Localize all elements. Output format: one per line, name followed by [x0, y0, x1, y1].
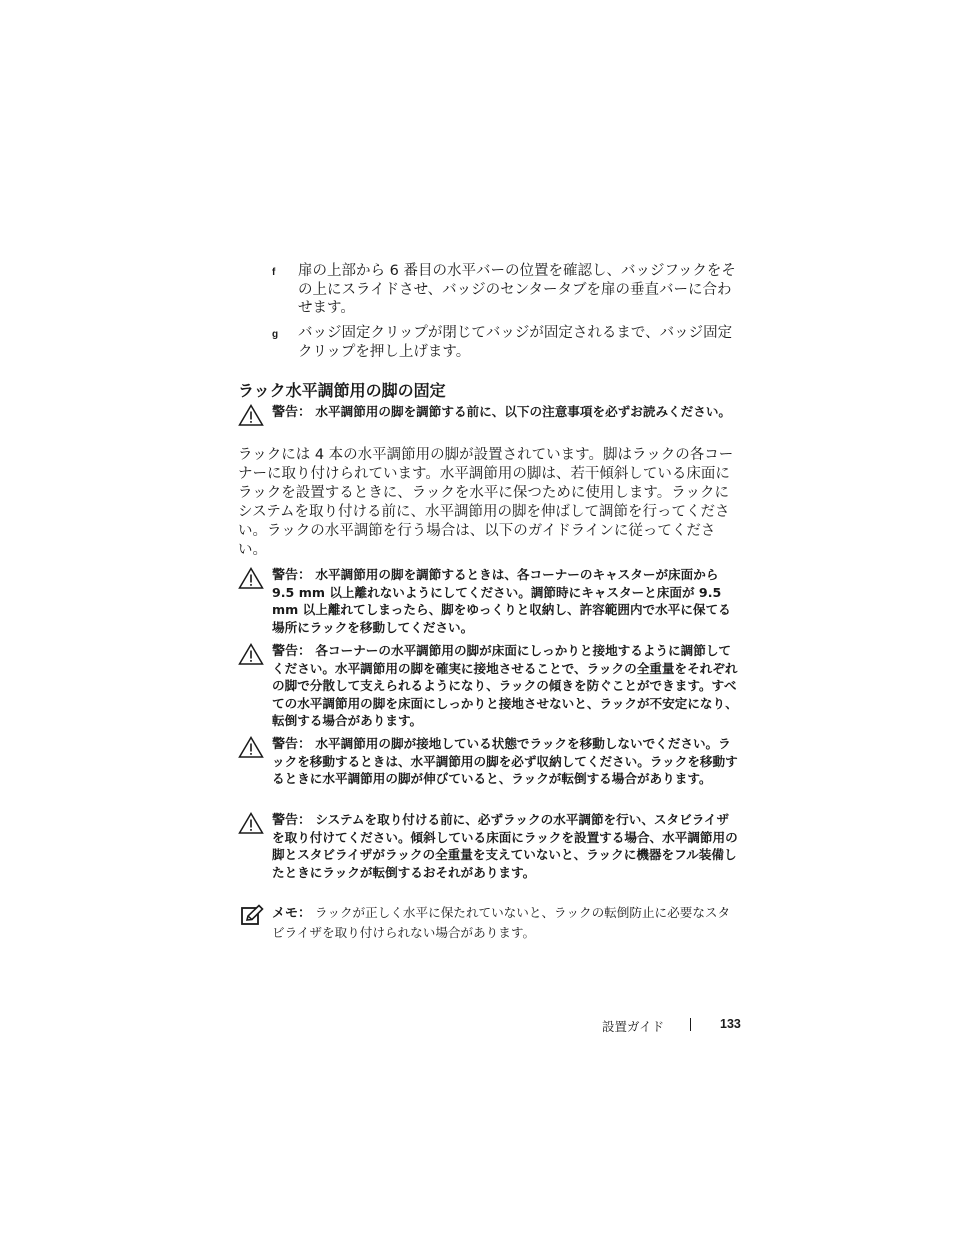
warning-label: 警告： — [272, 813, 312, 828]
footer-title: 設置ガイド — [602, 1019, 665, 1034]
warning-label: 警告： — [272, 737, 312, 752]
step-text: 扉の上部から 6 番目の水平バーの位置を確認し、バッジフックをその上にスライドさせ、バッジのセンタータブを扉の垂直バーに合わせます。 — [298, 263, 736, 316]
warning-body: システムを取り付ける前に、必ずラックの水平調節を行い、スタビライザを取り付けてください。傾斜している床面にラックを設置する場合、水平調節用の脚とスタビライザがラックの全重量を支えていないと、ラックに機器をフル装備したときにラックが転倒するおそれがあります。 — [272, 812, 738, 880]
warning-triangle-icon — [238, 643, 264, 665]
step-letter: g — [272, 329, 279, 340]
warning-triangle-icon — [238, 567, 264, 589]
warning-text — [272, 811, 738, 881]
step-letter: f — [272, 267, 276, 278]
note-label: メモ： — [272, 906, 312, 921]
warning-body: 水平調節用の脚を調節する前に、以下の注意事項を必ずお読みください。 — [315, 404, 731, 419]
warning-body: 水平調節用の脚を調節するときは、各コーナーのキャスターが床面から 9.5 mm 以上離れないようにしてください。調節時にキャスターと床面が 9.5 mm 以上離れてしまったら、脚をゆっくりと収納し、許容範囲内で水平に保てる場所にラックを移動してください。 — [272, 567, 731, 635]
note-pencil-icon — [240, 904, 264, 926]
note-text — [272, 904, 738, 942]
warning-text — [272, 735, 738, 788]
warning-text — [272, 403, 738, 421]
warning-text — [272, 566, 738, 636]
warning-body: 水平調節用の脚が接地している状態でラックを移動しないでください。ラックを移動するときは、水平調節用の脚を必ず収納してください。ラックを移動するときに水平調節用の脚が伸びていると、ラックが転倒する場合があります。 — [272, 736, 738, 787]
warning-label: 警告： — [272, 568, 312, 583]
step-text: バッジ固定クリップが閉じてバッジが固定されるまで、バッジ固定クリップを押し上げます。 — [298, 325, 733, 360]
warning-body: 各コーナーの水平調節用の脚が床面にしっかりと接地するように調節してください。水平調節用の脚を確実に接地させることで、ラックの全重量をそれぞれの脚で分散して支えられるようになり、ラックの傾きを防ぐことができます。すべての水平調節用の脚を床面にしっかりと接地させないと、ラックが不安定になり、転倒する場合があります。 — [272, 643, 738, 728]
section-heading: ラック水平調節用の脚の固定 — [238, 381, 446, 400]
warning-triangle-icon — [238, 736, 264, 758]
warning-triangle-icon — [238, 812, 264, 834]
note-body: ラックが正しく水平に保たれていないと、ラックの転倒防止に必要なスタビライザを取り付けられない場合があります。 — [272, 905, 731, 940]
footer-divider — [690, 1018, 691, 1031]
warning-label: 警告： — [272, 644, 312, 659]
warning-label: 警告： — [272, 405, 312, 420]
body-paragraph: ラックには 4 本の水平調節用の脚が設置されています。脚はラックの各コーナーに取り付けられています。水平調節用の脚は、若干傾斜している床面にラックを設置するときに、ラックを水平に保つために使用します。ラックにシステムを取り付ける前に、水平調節用の脚を伸ばして調節を行ってください。ラックの水平調節を行う場合は、以下のガイドラインに従ってください。 — [238, 447, 734, 558]
warning-triangle-icon — [238, 404, 264, 426]
page-number: 133 — [720, 1017, 741, 1031]
warning-text — [272, 642, 738, 729]
